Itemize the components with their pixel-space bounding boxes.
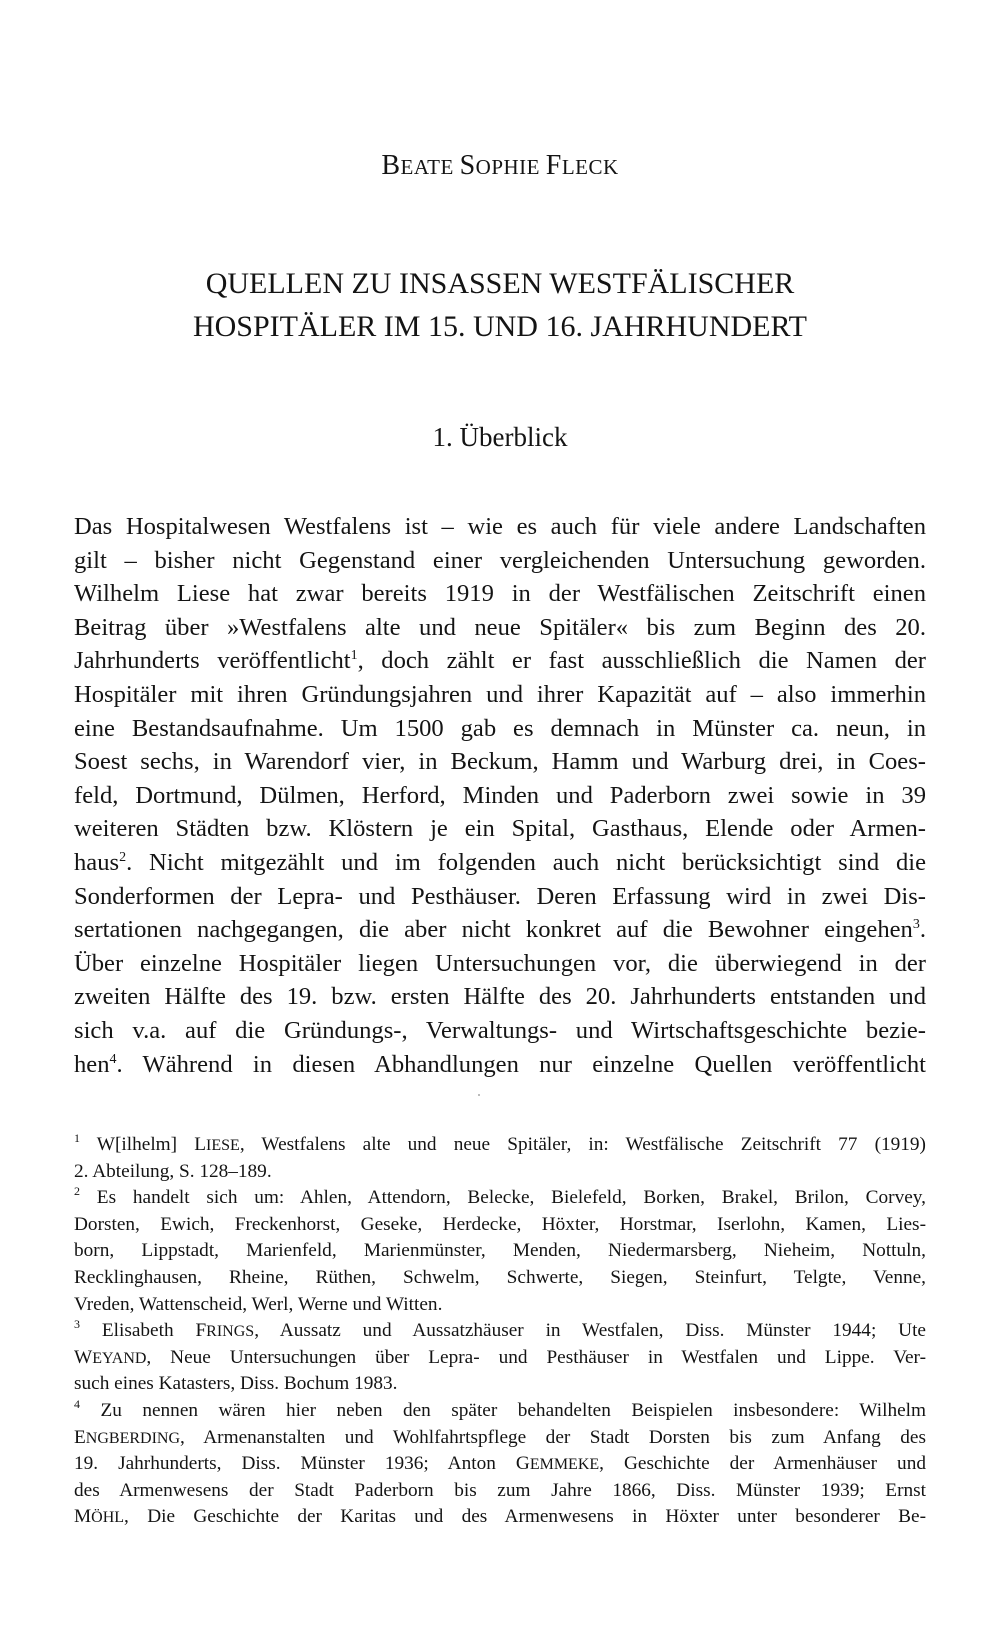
body-line: Jahrhunderts veröffentlicht$^1$, doch zählt er fast ausschließlich die Namen der bbox=[74, 647, 926, 675]
footnote-3: $^3$ Elisabeth FRINGS, Aussatz und Aussatzhäuser in Westfalen, Diss. Münster 1944; Ute WEYAND, Neue Untersuchungen über Lepra- und Pesthäuser in Westfalen und Lippe. Ver- such eines Katasters, Diss. Bochum 1983. bbox=[74, 1317, 926, 1395]
footnotes bbox=[74, 1132, 926, 1531]
separator-dot bbox=[478, 1094, 480, 1096]
footnote-ref-4[interactable]: 4 bbox=[109, 1051, 117, 1067]
body-line: Soest sechs, in Warendorf vier, in Beckum, Hamm und Warburg drei, in Coes- bbox=[74, 748, 926, 776]
body-line: gilt – bisher nicht Gegenstand einer vergleichenden Untersuchung geworden. bbox=[74, 546, 926, 574]
title-line-2: HOSPITÄLER IM 15. UND 16. JAHRHUNDERT bbox=[192, 310, 808, 343]
body-line: feld, Dortmund, Dülmen, Herford, Minden und Paderborn zwei sowie in 39 bbox=[74, 781, 926, 809]
article-title bbox=[0, 262, 1000, 348]
footnote-2: $^2$ Es handelt sich um: Ahlen, Attendorn, Belecke, Bielefeld, Borken, Brakel, Brilon, Corvey, Dorsten, Ewich, Freckenhorst, Geseke, Herdecke, Höxter, Horstmar, Iserlohn, Kamen, Lies- born, Lippstadt, Marienfeld, Marienmünster, Menden, Niedermarsberg, Nieheim, Nottuln, Recklinghausen, Rheine, Rüthen, Schwelm, Schwerte, Siegen, Steinfurt, Telgte, Venne, Vreden, Wattenscheid, Werl, Werne und Witten. bbox=[74, 1184, 926, 1315]
footnote-ref-3[interactable]: 3 bbox=[912, 917, 920, 933]
author-name: BEATE SOPHIE FLECK bbox=[381, 150, 619, 181]
footnote-1: $^1$ W[ilhelm] LIESE, Westfalens alte und neue Spitäler, in: Westfälische Zeitschrift 77 (1919) 2. Abteilung, S. 128–189. bbox=[74, 1131, 926, 1182]
footnote-4: $^4$ Zu nennen wären hier neben den später behandelten Beispielen insbesondere: Wilhelm ENGBERDING, Armenanstalten und Wohlfahrtspflege der Stadt Dorsten bis zum Anfang des 19. Jahrhunderts, Diss. Münster 1936; Anton GEMMEKE, Geschichte der Armenhäuser und des Armenwesens der Stadt Paderborn bis zum Jahre 1866, Diss. Münster 1939; Ernst MÖHL, Die Geschichte der Karitas und des Armenwesens in Höxter unter besonderer Be- bbox=[74, 1396, 926, 1528]
body-line: eine Bestandsaufnahme. Um 1500 gab es demnach in Münster ca. neun, in bbox=[74, 714, 926, 742]
footnote-ref-1[interactable]: 1 bbox=[350, 648, 358, 664]
body-line: haus$^2$. Nicht mitgezählt und im folgenden auch nicht berücksichtigt sind die bbox=[74, 848, 926, 876]
body-line: Wilhelm Liese hat zwar bereits 1919 in der Westfälischen Zeitschrift einen bbox=[74, 580, 926, 608]
body-line: weiteren Städten bzw. Klöstern je ein Spital, Gasthaus, Elende oder Armen- bbox=[74, 815, 926, 843]
body-line: Hospitäler mit ihren Gründungsjahren und ihrer Kapazität auf – also immerhin bbox=[74, 680, 926, 708]
body-line: Das Hospitalwesen Westfalens ist – wie es auch für viele andere Landschaften bbox=[74, 513, 926, 540]
footnote-ref-2[interactable]: 2 bbox=[119, 849, 127, 865]
body-line: sich v.a. auf die Gründungs-, Verwaltungs- und Wirtschaftsgeschichte bezie- bbox=[74, 1016, 926, 1044]
body-line: sertationen nachgegangen, die aber nicht konkret auf die Bewohner eingehen$^3$. bbox=[74, 916, 926, 944]
title-line-1: QUELLEN ZU INSASSEN WESTFÄLISCHER bbox=[205, 267, 795, 300]
section-heading: 1. Überblick bbox=[432, 422, 568, 452]
body-text bbox=[74, 510, 926, 1081]
body-line: hen$^4$. Während in diesen Abhandlungen nur einzelne Quellen veröffentlicht bbox=[74, 1050, 926, 1078]
body-line: Beitrag über »Westfalens alte und neue Spitäler« bis zum Beginn des 20. bbox=[74, 613, 926, 641]
body-line: Über einzelne Hospitäler liegen Untersuchungen vor, die überwiegend in der bbox=[74, 949, 926, 977]
body-line: Sonderformen der Lepra- und Pesthäuser. Deren Erfassung wird in zwei Dis- bbox=[74, 882, 926, 910]
body-line: zweiten Hälfte des 19. bzw. ersten Hälfte des 20. Jahrhunderts entstanden und bbox=[74, 983, 926, 1011]
